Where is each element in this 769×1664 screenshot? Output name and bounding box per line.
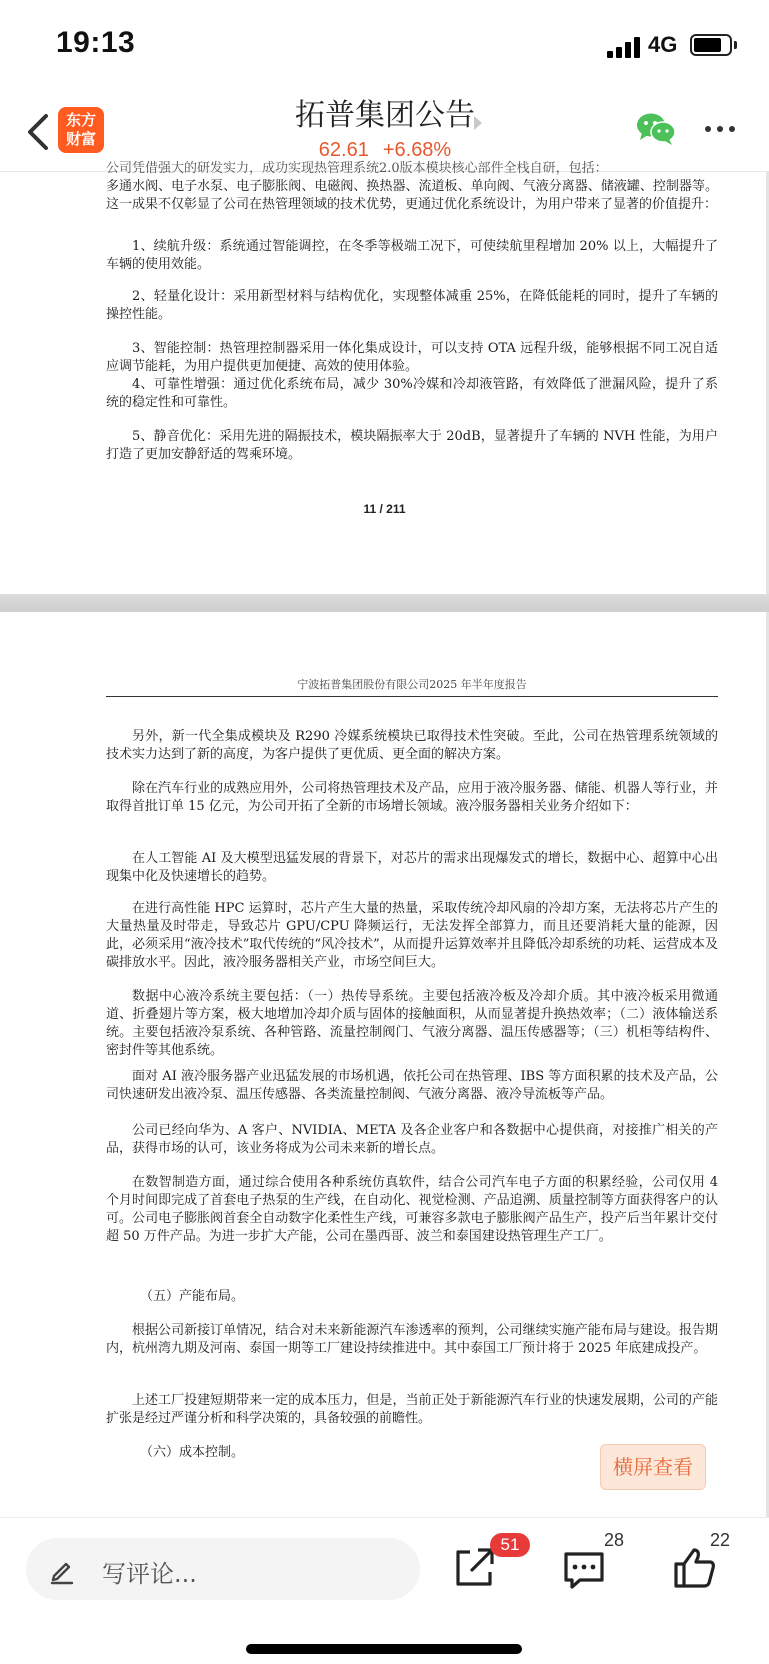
like-count: 22 bbox=[710, 1530, 731, 1550]
status-bar bbox=[0, 0, 769, 92]
network-label: 4G bbox=[648, 32, 678, 57]
benefit-item-2: 2、轻量化设计：采用新型材料与结构优化，实现整体减重 25%，在降低能耗的同时，提升了车辆的操控性能。 bbox=[106, 289, 718, 322]
body-paragraph: 公司已经向华为、A 客户、NVIDIA、META 及各企业客户和各数据中心提供商，对接推广相关的产品，获得市场的认可，该业务将成为公司未来新的增长点。 bbox=[106, 1123, 718, 1156]
intro-paragraph: 多通水阀、电子水泵、电子膨胀阀、电磁阀、换热器、流道板、单向阀、气液分离器、储液罐、控制器等。这一成果不仅彰显了公司在热管理领域的技术优势，更通过优化系统设计，为用户带来了显著的价值提升： bbox=[106, 179, 718, 212]
signal-icon bbox=[607, 36, 643, 58]
more-button[interactable] bbox=[700, 118, 740, 140]
section-heading-cost: （六）成本控制。 bbox=[140, 1445, 245, 1460]
battery-icon bbox=[690, 34, 732, 56]
share-badge: 51 bbox=[490, 1533, 530, 1557]
comments-button[interactable] bbox=[558, 1542, 610, 1594]
wechat-icon bbox=[636, 112, 676, 146]
benefit-item-4: 4、可靠性增强：通过优化系统布局，减少 30%冷媒和冷却液管路，有效降低了泄漏风险，提升了系统的稳定性和可靠性。 bbox=[106, 377, 718, 410]
stock-price: 62.61 bbox=[318, 139, 369, 161]
logo-line-1: 东方 bbox=[65, 111, 96, 129]
comment-icon bbox=[558, 1542, 610, 1594]
battery-cap bbox=[734, 41, 737, 49]
home-indicator[interactable] bbox=[246, 1644, 522, 1654]
body-paragraph: 数据中心液冷系统主要包括：（一）热传导系统。主要包括液冷板及冷却介质。其中液冷板采用微通道、折叠翅片等方案，极大地增加冷却介质与固体的接触面积，从而显著提升换热效率；（二）液体输送系统。主要包括液冷泵系统、各种管路、流量控制阀门、气液分离器、温压传感器等；（三）机柜等结构件、密封件等其他系统。 bbox=[106, 989, 718, 1058]
benefit-item-1: 1、续航升级：系统通过智能调控，在冬季等极端工况下，可使续航里程增加 20% 以上，大幅提升了车辆的使用效能。 bbox=[106, 239, 718, 272]
logo-line-2: 财富 bbox=[65, 130, 96, 148]
wechat-share-button[interactable] bbox=[636, 112, 676, 146]
body-paragraph: 在数智制造方面，通过综合使用各种系统仿真软件，结合公司汽车电子方面的积累经验，公司仅用 4 个月时间即完成了首套电子热泵的生产线，在自动化、视觉检测、产品追溯、质量控制等方面获得客户的认可。公司电子膨胀阀首套全自动数字化柔性生产线，可兼容多款电子膨胀阀产品生产，投产后当年累计交付超 50 万件产品。为进一步扩大产能，公司在墨西哥、波兰和泰国建设热管理生产工厂。 bbox=[106, 1175, 718, 1244]
bottom-action-bar bbox=[0, 1517, 769, 1664]
page-number: 11 / 211 bbox=[363, 502, 406, 516]
cut-line: 公司凭借强大的研发实力，成功实现热管理系统2.0版本模块核心部件全栈自研，包括： bbox=[106, 161, 608, 176]
body-paragraph: 另外，新一代全集成模块及 R290 冷媒系统模块已取得技术性突破。至此，公司在热管理系统领域的技术实力达到了新的高度，为客户提供了更优质、更全面的解决方案。 bbox=[106, 729, 718, 762]
comment-count: 28 bbox=[604, 1530, 625, 1550]
body-paragraph: 在人工智能 AI 及大模型迅猛发展的背景下，对芯片的需求出现爆发式的增长，数据中心、超算中心出现集中化及快速增长的趋势。 bbox=[106, 851, 718, 884]
body-paragraph: 除在汽车行业的成熟应用外，公司将热管理技术及产品，应用于液冷服务器、储能、机器人等行业，并取得首批订单 15 亿元，为公司开拓了全新的市场增长领域。液冷服务器相关业务介绍如下： bbox=[106, 781, 718, 814]
header-rule bbox=[106, 696, 718, 697]
body-paragraph: 面对 AI 液冷服务器产业迅猛发展的市场机遇，依托公司在热管理、IBS 等方面积累的技术及产品，公司快速研发出液冷泵、温压传感器、各类流量控制阀、气液分离器、液冷导流板等产品。 bbox=[106, 1069, 718, 1102]
benefit-item-3: 3、智能控制：热管理控制器采用一体化集成设计，可以支持 OTA 远程升级，能够根据不同工况自适应调节能耗，为用户提供更加便捷、高效的使用体验。 bbox=[106, 341, 718, 374]
back-button[interactable] bbox=[22, 110, 58, 154]
stock-change: +6.68% bbox=[382, 139, 452, 161]
body-paragraph: 根据公司新接订单情况，结合对未来新能源汽车渗透率的预判，公司继续实施产能布局与建设。报告期内，杭州湾九期及河南、泰国一期等工厂建设持续推进中。其中泰国工厂预计将于 2025 年底建成投产。 bbox=[106, 1323, 718, 1356]
status-time: 19:13 bbox=[56, 26, 136, 59]
document-viewer[interactable] bbox=[0, 161, 769, 1517]
more-icon bbox=[700, 118, 740, 140]
comment-placeholder: 写评论... bbox=[102, 1560, 197, 1588]
pencil-icon bbox=[48, 1556, 76, 1584]
page-title: 拓普集团公告 bbox=[295, 98, 475, 133]
running-header: 宁波拓普集团股份有限公司2025 年半年度报告 bbox=[297, 678, 527, 691]
quote-arrow-icon bbox=[474, 116, 482, 130]
pdf-page-12 bbox=[0, 612, 769, 1517]
page-separator bbox=[0, 594, 769, 612]
comment-input[interactable] bbox=[26, 1538, 420, 1600]
benefit-item-5: 5、静音优化：采用先进的隔振技术，模块隔振率大于 20dB，显著提升了车辆的 NVH 性能，为用户打造了更加安静舒适的驾乘环境。 bbox=[106, 429, 718, 462]
body-paragraph: 上述工厂投建短期带来一定的成本压力，但是，当前正处于新能源汽车行业的快速发展期，公司的产能扩张是经过严谨分析和科学决策的，具备较强的前瞻性。 bbox=[106, 1393, 718, 1426]
section-heading-capacity: （五）产能布局。 bbox=[140, 1289, 245, 1304]
title-block[interactable] bbox=[240, 96, 530, 164]
back-icon bbox=[22, 110, 58, 154]
app-logo bbox=[58, 107, 104, 153]
landscape-view-button[interactable]: 横屏查看 bbox=[600, 1444, 706, 1490]
body-paragraph: 在进行高性能 HPC 运算时，芯片产生大量的热量，采取传统冷却风扇的冷却方案，无法将芯片产生的大量热量及时带走，导致芯片 GPU/CPU 降频运行，无法发挥全部算力，而且还要消耗大量的能源，因此，必须采用“液冷技术”取代传统的“风冷技术”，从而提升运算效率并且降低冷却系统的功耗、运营成本及碳排放水平。因此，液冷服务器相关产业，市场空间巨大。 bbox=[106, 901, 718, 970]
pdf-page-11 bbox=[0, 161, 769, 594]
